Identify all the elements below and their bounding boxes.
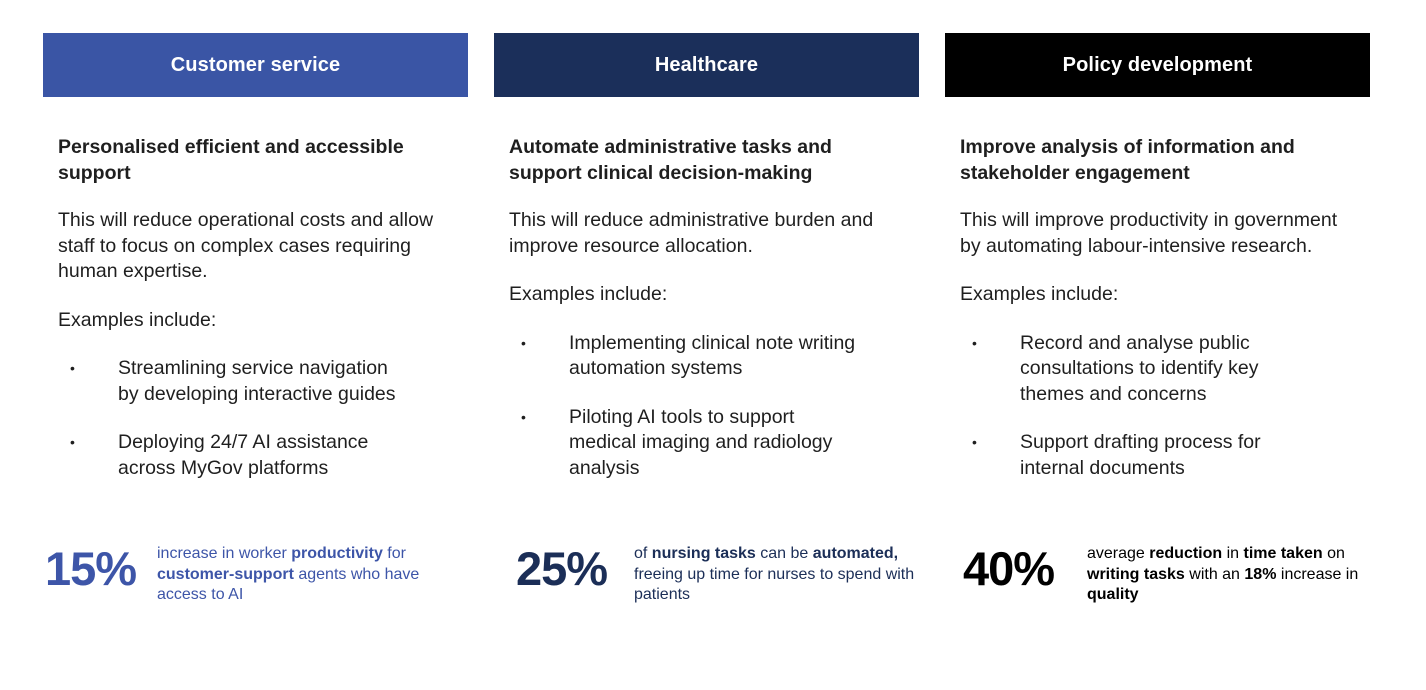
bullet-text: Streamlining service navigation by developing interactive guides [118, 357, 396, 405]
stat-healthcare [516, 543, 924, 606]
examples-label: Examples include: [960, 283, 1119, 305]
bullet-icon: • [972, 334, 977, 351]
column-subtitle: Personalised efficient and accessible support [58, 136, 404, 184]
bullet-icon: • [521, 408, 526, 425]
stat-number: 15% [45, 542, 137, 595]
column-header: Healthcare [494, 33, 919, 97]
column-healthcare [494, 33, 919, 504]
bullet-text: Support drafting process for internal documents [1020, 431, 1261, 479]
stat-text: average reduction in time taken on writing tasks with an 18% increase in quality [1087, 545, 1359, 603]
bullet-icon: • [972, 434, 977, 450]
list-item [960, 331, 1350, 408]
column-subtitle: Improve analysis of information and stakeholder engagement [960, 136, 1295, 184]
column-policy-development [945, 33, 1370, 504]
bullet-icon: • [70, 360, 75, 376]
bullet-icon: • [521, 334, 526, 351]
bullet-list [960, 331, 1350, 482]
bullet-list [509, 331, 899, 482]
list-item [960, 430, 1350, 481]
column-description: This will reduce operational costs and allow staff to focus on complex cases requiring human expertise. [58, 209, 434, 282]
column-subtitle: Automate administrative tasks and support clinical decision-making [509, 136, 832, 184]
bullet-text: Piloting AI tools to support medical imaging and radiology analysis [569, 405, 833, 479]
column-header: Customer service [43, 33, 468, 97]
stat-number: 40% [963, 542, 1055, 595]
stat-customer-service [45, 543, 457, 606]
list-item [58, 430, 448, 481]
list-item [509, 405, 899, 482]
stat-text: increase in worker productivity for customer-support agents who have access to AI [157, 545, 420, 603]
column-customer-service [43, 33, 468, 504]
stat-text: of nursing tasks can be automated, freeing up time for nurses to spend with patients [634, 545, 915, 603]
column-description: This will reduce administrative burden and improve resource allocation. [509, 209, 874, 257]
bullet-text: Implementing clinical note writing automation systems [569, 331, 856, 379]
examples-label: Examples include: [58, 308, 217, 331]
list-item [58, 356, 448, 407]
bullet-text: Deploying 24/7 AI assistance across MyGov platforms [118, 431, 369, 479]
bullet-icon: • [70, 434, 75, 450]
bullet-text: Record and analyse public consultations to identify key themes and concerns [1020, 331, 1259, 405]
column-header: Policy development [945, 33, 1370, 97]
stat-number: 25% [516, 542, 608, 595]
stat-policy-development [963, 543, 1377, 606]
examples-label: Examples include: [509, 283, 668, 305]
list-item [509, 331, 899, 382]
bullet-list [58, 356, 448, 481]
column-description: This will improve productivity in government by automating labour-intensive research. [960, 209, 1338, 257]
